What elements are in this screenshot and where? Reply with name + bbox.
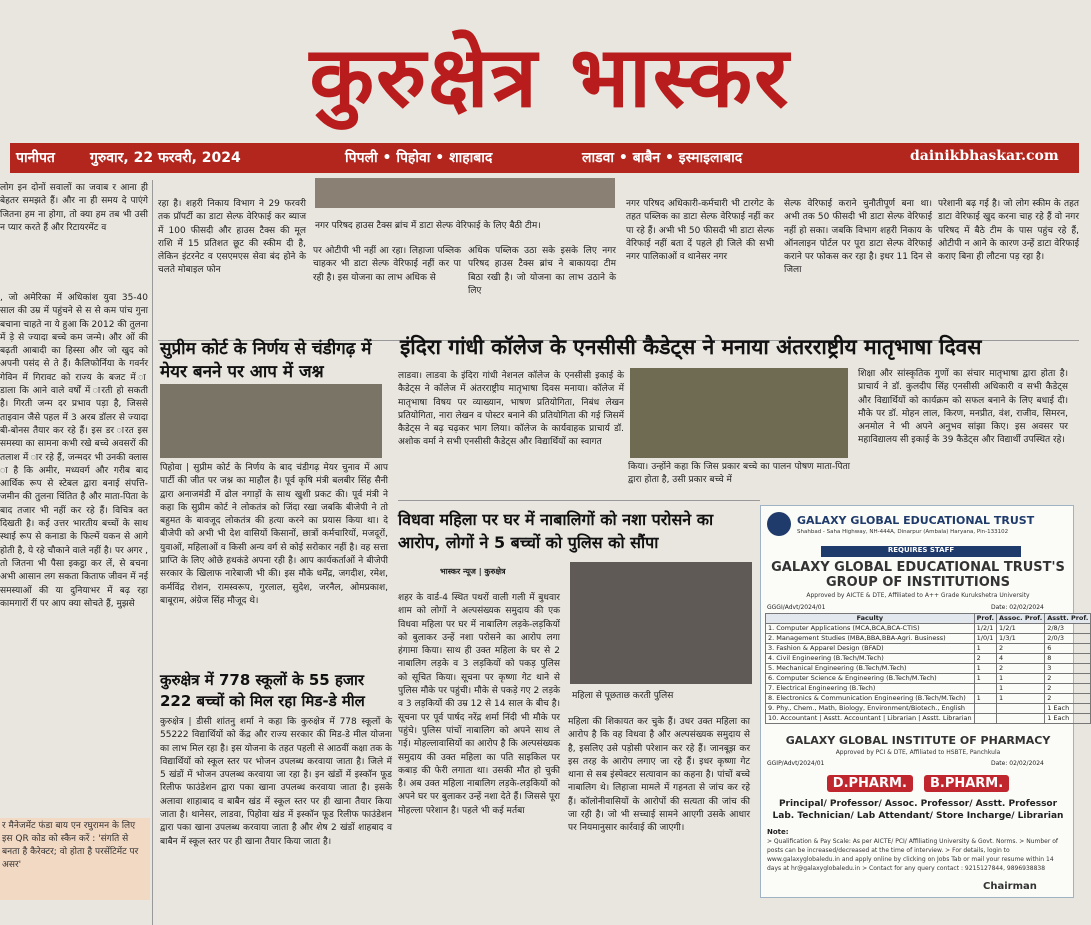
top-photo-caption: नगर परिषद हाउस टैक्स ब्रांच में डाटा सेल्फ वेरिफाई के लिए बैठी टीम। xyxy=(315,221,541,231)
chandigarh-body: पिहोवा | सुप्रीम कोर्ट के निर्णय के बाद चंडीगढ़ मेयर चुनाव में आप पार्टी की जीत पर जश्न का माहौल है। पूर्व कृषि मंत्री बलबीर सिंह सैनी द्वारा अनाजमंडी में ढोल नगाड़ों के साथ खुशी प्रकट की। पूर्व मंत्री ने कहा कि सुप्रीम कोर्ट ने लोकतंत्र को जिंदा रखा जबकि बीजेपी ने तो बहुमत के बावजूद लोकतंत्र की हत्या करने का प्रयास किया था। दे बीजेपी को अभी भी देश वासियों किसानों, छात्रों कर्मचारियों, मजदूरों, युवाओं, महिलाओं व किसी अन्य वर्ग से कोई सरोकार नहीं है। वह सत्ता प्राप्ति के लिए ओछे हथकंडे अपना रही है। आप कार्यकर्ताओं ने बीजेपी सरकार के खिलाफ नारेबाजी भी की। इस मौके धर्मेंद्र, जगदीश, रमेश, कर्मविंद्र रोशन, रामस्वरूप, गुरलाल, सुदेश, जरनैल, ओमप्रकाश, बाबूराम, अंग्रेज सिंह मौजूद थे। xyxy=(160,463,388,606)
requires-staff-banner: REQUIRES STAFF xyxy=(821,546,1021,557)
top-col-left: लोग इन दोनों सवालों का जवाब र आना ही बेहतर समझते हैं। और ना ही समय दे पाएंगे जितना हम ना होगा, तो क्या हम तब भी उसी न प्यार करते हैं और रिटायरमेंट व xyxy=(0,183,148,233)
ncc-body-col1: लाडवा। लाडवा के इंदिरा गांधी नेशनल कॉलेज के एनसीसी इकाई के कैडेट्स ने कॉलेज में अंतरराष्ट्रीय मातृभाषा दिवस मनाया। कॉलेज में मातृभाषा विषय पर व्याख्यान, भाषण प्रतियोगिता, निबंध लेखन प्रतियोगिता, नारा लेखन व पोस्टर बनाने की प्रतियोगिता की गई जिसमें कैडेट्स ने बढ़ चढ़कर भाग लिया। कॉलेज के कार्यवाहक प्राचार्य डॉ. अशोक वर्मा ने सभी एनसीसी कैडेट्स और विद्यार्थियों का स्वागत xyxy=(398,371,624,448)
vacancy-table xyxy=(765,613,1089,724)
bpharm-badge: B.PHARM. xyxy=(924,775,1009,792)
table-row: 10. Accountant | Asstt. Accountant | Librarian | Asstt. Librarian 1 Each xyxy=(766,714,1091,724)
table-row: 7. Electrical Engineering (B.Tech) 1 2 xyxy=(766,684,1091,694)
advt-number-2: GGIP/Advt/2024/01 xyxy=(767,760,825,767)
dpharm-badge: D.PHARM. xyxy=(827,775,913,792)
top-photo xyxy=(315,178,615,208)
table-header: Prof. xyxy=(974,614,996,624)
top-col-a: रहा है। शहरी निकाय विभाग ने 29 फरवरी तक प्रॉपर्टी का डाटा सेल्फ वेरिफाई कर ब्याज में 100 फीसदी और हाउस टैक्स की मूल राशि में 15 प्रतिशत छूट की स्कीम दी है, लेकिन इंटरनेट व एसएमएस सेवा बंद होने के चलते मोबाइल फोन xyxy=(158,199,306,276)
widow-photo-caption: महिला से पूछताछ करती पुलिस xyxy=(572,691,674,701)
table-row: 6. Computer Science & Engineering (B.Tech/M.Tech) 1 1 2 xyxy=(766,674,1091,684)
pharmacy-approval: Approved by PCI & DTE, Affiliated to HSBTE, Panchkula xyxy=(835,749,1001,756)
edition-right: लाडवा • बाबैन • इस्माइलाबाद xyxy=(582,150,743,166)
widow-byline: भास्कर न्यूज | कुरुक्षेत्र xyxy=(440,567,506,576)
table-row: 1. Computer Applications (MCA,BCA,BCA-CTIS) 1/2/1 1/2/1 2/8/3 xyxy=(766,624,1091,634)
galaxy-ad[interactable] xyxy=(760,505,1089,898)
chandigarh-headline: सुप्रीम कोर्ट के निर्णय से चंडीगढ़ में मेयर बनने पर आप में जश्न xyxy=(160,339,372,382)
ncc-body-col2: किया। उन्होंने कहा कि जिस प्रकार बच्चे का पालन पोषण माता-पिता द्वारा होता है, उसी प्रकार बच्चे में xyxy=(628,462,850,486)
ncc-photo xyxy=(630,368,848,458)
trust-address: Shahbad - Saha Highway, NH-444A, Dinarpur (Ambala) Haryana, Pin-133102 xyxy=(797,529,1009,535)
group-approval: Approved by AICTE & DTE, Affiliated to A++ Grade Kurukshetra University xyxy=(806,592,1030,599)
top-col-c: अधिक पब्लिक उठा सके इसके लिए नगर परिषद हाउस टैक्स ब्रांच ने बाकायदा टीम बिठा रखी है। जो योजना का लाभ उठाने के लिए xyxy=(468,246,616,296)
table-header: Assoc. Prof. xyxy=(997,614,1045,624)
table-header: Faculty xyxy=(766,614,975,624)
top-col-f: परेशानी बढ़ गई है। जो लोग स्कीम के तहत डाटा वेरिफाई खुद करना चाह रहे हैं वो नगर परिषद में बैठे टीम के पास पहुंच रहे हैं, ओटीपी न आने के कारण उन्हें डाटा वेरिफाई कराए बिना ही लौटना पड़ रहा है। xyxy=(938,199,1079,263)
edition-mid: पिपली • पिहोवा • शाहाबाद xyxy=(345,150,493,166)
table-header: Asstt. Prof. xyxy=(1045,614,1091,624)
midday-body: कुरुक्षेत्र | डीसी शांतनु शर्मा ने कहा कि कुरुक्षेत्र में 778 स्कूलों के 55222 विद्यार्थियों को केंद्र और राज्य सरकार की मिड-डे मील योजना का लाभ मिल रहा है। इस योजना के तहत पहली से आठवीं कक्षा तक के विद्यार्थियों को स्कूल स्तर पर भोजन उपलब्ध करवाया जाता है। जिले में 5 खंडों में भोजन उपलब्ध करवाया जा रहा है। इन खंडों में इस्कॉन फूड रिलीफ फाउंडेशन द्वारा पका खाना उपलब्ध करवाया जाता है। इसके अलावा शाहाबाद व बाबैन खंड में स्कूल स्तर पर ही खाना तैयार किया जाता है। थानेसर, लाडवा, पिहोवा खंड में इस्कॉन फूड रिलीफ फाउंडेशन द्वारा पका खाना उपलब्ध करवाया जाता है और शेष 2 खंडों शाहबाद व बाबैन में स्कूल स्तर पर ही खाना तैयार किया जाता है। xyxy=(160,717,392,847)
left-column-text: , जो अमेरिका में अधिकांश युवा 35-40 साल की उम्र में पहुंचने से स से कम पांच गुना बचाना चाहते ना ये हुआ कि 2012 की तुलना में ड़े से ज्यादा बच्चे कम जन्मे। और ओं की बढ़ती आबादी का हिस्सा और जो खुद को अपनी पसंद से ते हैं। कैलिफोर्निया के गवर्नर गेविन में गिरावट को राज्य के बजट में ा डाला कि आने वाले वर्षों में ारती हो सकती है। गिरती जन्म दर प्रभाव पड़ा है, जिससे ताइवान जैसे पहल में 3 अरब डॉलर से ज्यादा बी-बोनस तैयार कर रहे हैं। इस डर ारत इस समस्या का सामना कभी रखे बच्चे अवसरों की तलाश में ार रहे हैं, जन्मदर भी उनकी क्लास ा है कि अमीर, मध्यवर्ग और गरीब बाद आर्थिक रूप से स्टेबल द्वारा बनाई संपत्ति-जमीन की तुलना चिंतित है और माता-पिता के बाद तजार भी नहीं कर रहे हैं। विचित्र क्त दिखती है। कई उत्तर भारतीय बच्चों के साथ स्थाई रूप से कनाडा के फिल्में यकन से आगे होती है, ये रहे चौकाने वाले नहीं है। पर अगर , तो जितना भी पैसा इकट्ठा कर लें, से बचना अभी आसान लग सकता किताफ जीवन में नई समस्याओं की या दुनियाभर में बढ़ रहा कामगारों रीं पर आप क्या सोचते हैं, मुझसे xyxy=(0,293,148,609)
table-row: 9. Phy., Chem., Math, Biology, Environment/Biotech., English 1 Each xyxy=(766,704,1091,714)
site-url[interactable]: dainikbhaskar.com xyxy=(910,148,1059,164)
advt-date: Date: 02/02/2024 xyxy=(991,604,1044,611)
note-text: > Qualification & Pay Scale: As per AICTE/ PCI/ Affiliating University & Govt. Norms. > Number of posts can be increased/decreased at the time of interview. > For details, login to www.galaxyglobaledu.in and apply online by clicking on Jobs Tab or mail your resume within 14 days at hr@galaxyglobaledu.in > Contact for any query contact : 9215127844, 9896938838 xyxy=(767,838,1059,872)
widow-headline: विधवा महिला पर घर में नाबालिगों को नशा परोसने का आरोप, लोगों ने 5 बच्चों को पुलिस को सौंपा xyxy=(398,510,714,552)
widow-body-col1: शहर के वार्ड-4 स्थित पथरों वाली गली में बुधवार शाम को लोगों ने अल्पसंख्यक समुदाय की एक विधवा महिला पर घर में नाबालिग लड़के-लड़कियों को बुलाकर उन्हें नशा परोसने का आरोप लगा हंगामा किया। साथ ही उक्त महिला के घर से 2 नाबालिग लड़के व 3 लड़कियों को पकड़ पुलिस को सूचित किया। सूचना पर कृष्णा गेट थाने से पुलिस मौके पर पहुंची। मौके से पकड़े गए 2 लड़के व 3 लड़कियों की उम्र 12 से 14 साल के बीच है। सूचना पर पूर्व पार्षद नरेंद्र शर्मा निंदी भी मौके पर पहुंचे। पुलिस पांचों नाबालिग को अपने साथ ले गई। मोहल्लावासियों का आरोप है कि अल्पसंख्यक समुदाय की उक्त महिला का पति साइकिल पर कबाड़ की फेरी लगाता था। उसकी मौत हो चुकी है। अब उक्त महिला नाबालिग लड़के-लड़कियों को अपने घर पर बुलाकर उन्हें नशा देते हैं। जिससे पूरा मोहल्ला परेशान है। पहले भी कई मर्तबा xyxy=(398,593,560,816)
column-rule xyxy=(152,180,153,925)
advt-date-2: Date: 02/02/2024 xyxy=(991,760,1044,767)
dateline-bar xyxy=(10,143,1079,173)
note-title: Note: xyxy=(767,828,789,836)
top-col-d: नगर परिषद अधिकारी-कर्मचारी भी टारगेट के तहत पब्लिक का डाटा सेल्फ वेरिफाई नहीं कर पा रहे हैं। अभी भी 50 फीसदी भी डाटा सेल्फ वेरिफाई नहीं बता दें पहले ही जिले की सभी नगर पालिकाओं व थानेसर नगर xyxy=(626,199,774,263)
widow-body-col2: महिला की शिकायत कर चुके हैं। उधर उक्त महिला का आरोप है कि वह विधवा है और अल्पसंख्यक समुदाय से है, इसलिए उसे पड़ोसी परेशान कर रहे हैं। जानबूझ कर इस तरह के आरोप लगाए जा रहे हैं। इधर कृष्णा गेट थाना से सब इंस्पेक्टर सत्यावान का कहना है। पांचों बच्चे नाबालिग थे। लिहाजा मामले में गहनता से जांच कर रहे हैं। कॉलोनीवासियों के आरोपों की सत्यता की जांच की जा रही है। जो भी सच्चाई सामने आएगी उसके आधार पर नियमानुसार कार्रवाई की जाएगी। xyxy=(568,717,750,834)
qr-promo-box[interactable]: र मैनेजमेंट फंडा बाय एन रघुरामन के लिए इस QR कोड को स्कैन करें : 'संगति से बनता है कैरेक्टर; वो होता है परसेंटिमेंट पर असर' xyxy=(0,818,150,900)
table-row: 4. Civil Engineering (B.Tech/M.Tech) 2 4 8 xyxy=(766,654,1091,664)
widow-photo xyxy=(570,562,752,684)
pharmacy-posts: Principal/ Professor/ Assoc. Professor/ Asstt. Professor Lab. Technician/ Lab Attendant/ Store Incharge/ Librarian xyxy=(772,799,1064,821)
advt-number: GGGI/Advt/2024/01 xyxy=(767,604,826,611)
chandigarh-photo xyxy=(160,384,382,458)
masthead-title: कुरुक्षेत्र भास्कर xyxy=(309,27,791,126)
pharmacy-title: GALAXY GLOBAL INSTITUTE OF PHARMACY xyxy=(785,734,1051,747)
signature-chairman: Chairman xyxy=(983,881,1037,892)
table-row: 8. Electronics & Communication Engineering (B.Tech/M.Tech) 1 1 2 xyxy=(766,694,1091,704)
section-rule-2 xyxy=(398,500,760,501)
top-col-b: पर ओटीपी भी नहीं आ रहा। लिहाजा पब्लिक चाहकर भी डाटा सेल्फ वेरिफाई नहीं कर पा रही है। इस योजना का लाभ अधिक से xyxy=(313,246,461,283)
ncc-body-col3: शिक्षा और सांस्कृतिक गुणों का संचार मातृभाषा द्वारा होता है। प्राचार्य ने डॉ. कुलदीप सिंह एनसीसी अधिकारी व सभी कैडेट्स और विद्यार्थियों को कार्यक्रम को सफल बनाने के लिए बधाई दी। मौके पर डॉ. मोहन लाल, किरण, मनप्रीत, वंश, राजीव, सिमरन, अनमोल ने भी अपने अनुभव सांझा किए। इस अवसर पर महाविद्यालय सी इकाई के 39 कैडेट्स और विद्यार्थी उपस्थित रहे। xyxy=(858,369,1068,446)
midday-headline: कुरुक्षेत्र में 778 स्कूलों के 55 हजार 222 बच्चों को मिल रहा मिड-डे मील xyxy=(160,671,365,710)
course-badges xyxy=(761,772,1075,792)
dateline-city: पानीपत xyxy=(16,150,55,166)
table-row: 2. Management Studies (MBA,BBA,BBA-Agri. Business) 1/0/1 1/3/1 2/0/3 xyxy=(766,634,1091,644)
dateline-date: गुरुवार, 22 फरवरी, 2024 xyxy=(90,150,241,166)
ncc-headline: इंदिरा गांधी कॉलेज के एनसीसी कैडेट्स ने मनाया अंतरराष्ट्रीय मातृभाषा दिवस xyxy=(400,335,982,359)
top-col-e: सेल्फ वेरिफाई कराने चुनौतीपूर्ण बना था। अभी तक 50 फीसदी भी डाटा सेल्फ वेरिफाई नहीं हो सका। जबकि विभाग शहरी निकाय के ऑनलाइन पोर्टल पर पूरा डाटा सेल्फ वेरिफाई कराने पर फोकस कर रहा है। इधर 11 दिन से जिला xyxy=(784,199,932,276)
group-title: GALAXY GLOBAL EDUCATIONAL TRUST'S GROUP OF INSTITUTIONS xyxy=(771,560,1065,590)
trust-logo-icon xyxy=(767,512,791,536)
table-row: 5. Mechanical Engineering (B.Tech/M.Tech) 1 2 3 xyxy=(766,664,1091,674)
trust-name: GALAXY GLOBAL EDUCATIONAL TRUST xyxy=(797,514,1035,527)
table-row: 3. Fashion & Apparel Design (BFAD) 1 2 6 xyxy=(766,644,1091,654)
